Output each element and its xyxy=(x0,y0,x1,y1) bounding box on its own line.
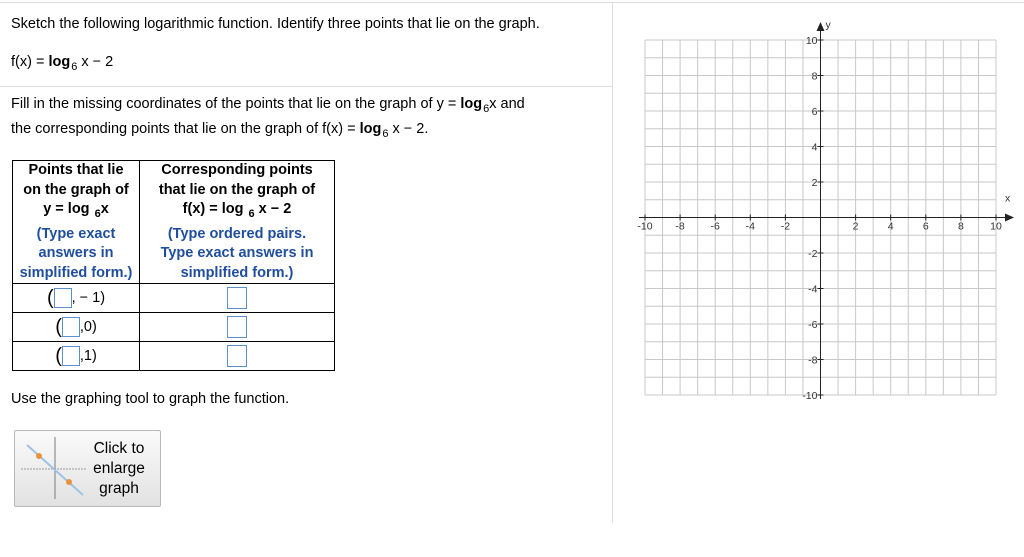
open-paren: ( xyxy=(55,316,62,338)
col1-header-line3-prefix: y = log xyxy=(43,201,94,217)
col1-header-line2: on the graph of xyxy=(23,181,129,198)
y-tick-label: 4 xyxy=(811,141,818,154)
col2-header-line3-base: 6 xyxy=(248,208,255,220)
col1-header-line3-base: 6 xyxy=(94,208,101,220)
col2-header-line3-suffix: x − 2 xyxy=(254,201,292,217)
function-log: log xyxy=(48,54,71,70)
x-tick-label: -6 xyxy=(710,220,720,233)
y-axis-arrow xyxy=(817,22,825,31)
y-tick-label: -8 xyxy=(808,354,818,367)
x-tick-label: -4 xyxy=(745,220,755,233)
col2-header-line1: Corresponding points xyxy=(161,162,313,178)
function-suffix: x − 2 xyxy=(77,54,114,70)
col2-header-line3-prefix: f(x) = log xyxy=(182,201,248,217)
y-value: ,0) xyxy=(79,319,97,335)
y-axis-label: y xyxy=(825,19,831,31)
fill-line1-suffix: x and xyxy=(489,96,525,112)
x-tick-label: -2 xyxy=(780,220,791,233)
col2-header-line4: (Type ordered pairs. xyxy=(167,225,307,242)
col1-header-line6: simplified form.) xyxy=(19,264,133,281)
enlarge-label-line1: Click to xyxy=(93,440,145,457)
col2-header-line5: Type exact answers in xyxy=(160,245,314,261)
y-value: , − 1) xyxy=(71,290,106,306)
col1-header-line3-suffix: x xyxy=(100,201,109,217)
x-tick-label: 8 xyxy=(957,220,964,233)
col1-header-line4: (Type exact xyxy=(36,225,116,242)
function-prefix: f(x) = xyxy=(11,54,49,70)
y-tick-label: 6 xyxy=(811,106,818,118)
y-value: ,1) xyxy=(79,348,97,364)
open-paren: ( xyxy=(55,345,62,367)
fill-line2-base: 6 xyxy=(382,128,389,140)
x-tick-label: 6 xyxy=(922,220,929,233)
enlarge-label-line2: enlarge xyxy=(93,460,145,477)
y-tick-label: -6 xyxy=(808,319,818,331)
instruction-text: Sketch the following logarithmic function. Identify three points that lie on the graph. xyxy=(11,16,540,32)
y-tick-label: -10 xyxy=(802,390,818,402)
x-tick-label: -10 xyxy=(637,220,653,233)
y-tick-label: 8 xyxy=(811,70,818,83)
fill-line1-log: log xyxy=(460,96,483,112)
graph-tick-labels xyxy=(637,19,1011,402)
y-tick-label: 10 xyxy=(805,35,818,47)
x-axis-label: x xyxy=(1005,192,1011,205)
open-paren: ( xyxy=(46,287,54,309)
graph-axes xyxy=(639,22,1014,399)
fill-line2-prefix: the corresponding points that lie on the graph of f(x) = xyxy=(11,121,360,137)
graph-tool-instruction: Use the graphing tool to graph the function. xyxy=(11,391,290,407)
fill-line2-suffix: x − 2. xyxy=(388,121,429,137)
col2-header-line6: simplified form.) xyxy=(180,264,294,281)
x-axis-arrow xyxy=(1005,214,1014,222)
col1-header-line5: answers in xyxy=(38,245,114,261)
y-tick-label: -2 xyxy=(808,248,818,260)
x-tick-label: -8 xyxy=(675,220,685,233)
enlarge-label-line3: graph xyxy=(99,480,139,497)
function-base: 6 xyxy=(71,61,78,73)
fill-line1-prefix: Fill in the missing coordinates of the points that lie on the graph of y = xyxy=(11,96,461,112)
x-tick-label: 10 xyxy=(990,220,1002,233)
x-tick-label: 2 xyxy=(852,220,859,233)
y-tick-label: -4 xyxy=(808,283,818,296)
col2-header-line2: that lie on the graph of xyxy=(158,181,316,198)
fill-line1-base: 6 xyxy=(483,103,490,115)
fill-line2-log: log xyxy=(359,121,382,137)
y-tick-label: 2 xyxy=(811,177,818,189)
x-tick-label: 4 xyxy=(887,220,894,233)
col1-header-line1: Points that lie xyxy=(28,162,124,178)
